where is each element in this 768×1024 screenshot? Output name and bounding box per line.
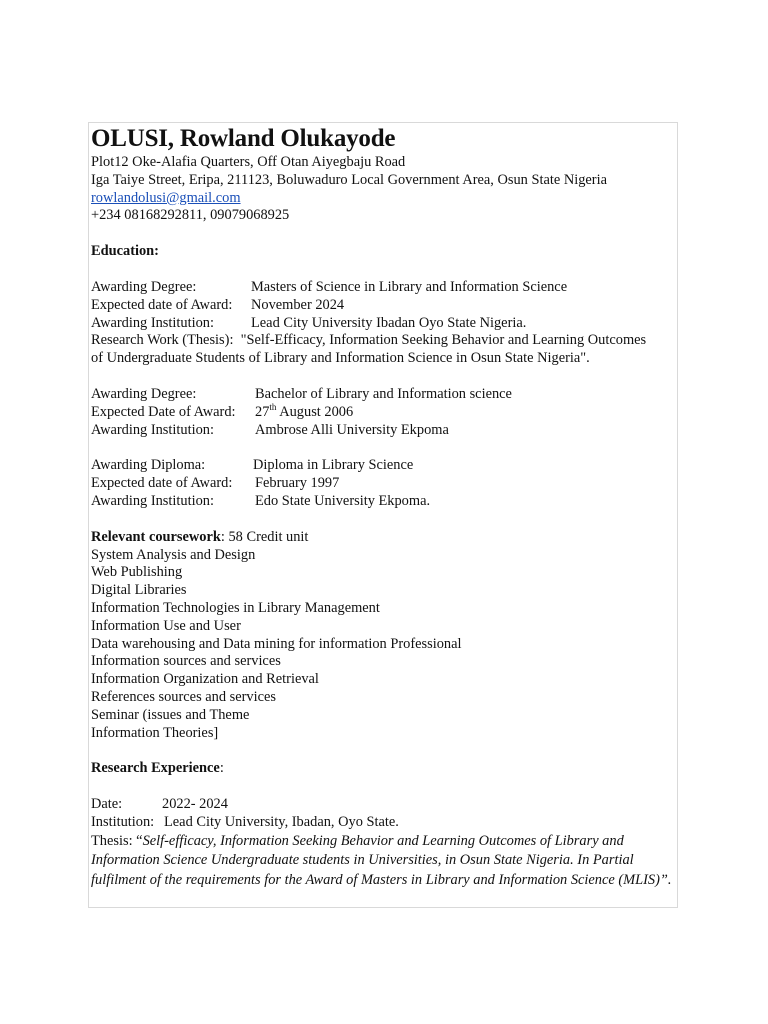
course-item: Data warehousing and Data mining for information Professional [91,635,462,652]
edu2-degree-label: Awarding Degree: [91,385,197,402]
research-heading: Research Experience [91,760,220,777]
edu1-date-row [91,297,677,315]
course-item: Digital Libraries [91,582,187,599]
spacer [91,439,677,457]
coursework-credits: : 58 Credit unit [220,528,309,545]
edu3-date-row [91,475,677,493]
edu1-research-label: Research Work (Thesis): [91,332,234,349]
edu2-institution-value: Ambrose Alli University Ekpoma [255,421,449,438]
education-heading: Education: [91,243,159,260]
research-institution-value: Lead City University, Ibadan, Oyo State. [164,813,399,830]
edu1-research-row-2: of Undergraduate Students of Library and Information Science in Osun State Nigeria". [91,350,590,367]
research-thesis-label: Thesis: “ [91,832,143,849]
spacer [91,225,677,243]
edu1-institution-value: Lead City University Ibadan Oyo State Nigeria. [251,314,527,331]
edu1-date-label: Expected date of Award: [91,296,233,313]
edu2-degree-row [91,386,677,404]
edu1-degree-row [91,279,677,297]
course-item: Information Theories] [91,724,219,741]
edu1-date-value: November 2024 [251,296,345,313]
edu3-degree-value: Diploma in Library Science [253,457,414,474]
research-heading-row [91,760,677,778]
resume-content [91,123,677,890]
edu2-date-ordinal: th [269,401,277,412]
candidate-name: OLUSI, Rowland Olukayode [91,125,396,152]
phone-numbers: +234 08168292811, 09079068925 [91,207,290,224]
course-item: Information Organization and Retrieval [91,671,319,688]
course-item: Web Publishing [91,564,183,581]
course-item: Information Use and User [91,617,241,634]
edu2-date-label: Expected Date of Award: [91,403,236,420]
email-row [91,190,677,208]
edu1-degree-value: Masters of Science in Library and Information Science [251,278,568,295]
edu1-degree-label: Awarding Degree: [91,278,197,295]
edu3-date-value: February 1997 [255,475,340,492]
resume-page [88,122,678,908]
edu3-institution-row [91,493,677,511]
spacer [91,511,677,529]
research-thesis-row [91,832,675,891]
edu1-research-value-line1: "Self-Efficacy, Information Seeking Behavior and Learning Outcomes [240,332,647,349]
course-item: References sources and services [91,688,276,705]
course-item: Information sources and services [91,653,281,670]
spacer [91,261,677,279]
research-institution-row [91,814,677,832]
course-item: Seminar (issues and Theme [91,706,250,723]
course-item: Information Technologies in Library Management [91,599,380,616]
edu1-research-row [91,332,677,350]
research-date-label: Date: [91,796,123,813]
course-item: System Analysis and Design [91,546,256,563]
edu1-institution-label: Awarding Institution: [91,314,214,331]
address-line-1: Plot12 Oke-Alafia Quarters, Off Otan Aiyegbaju Road [91,154,406,170]
edu2-date-row [91,401,677,422]
edu2-date-day: 27 [255,403,270,420]
coursework-heading: Relevant coursework [91,528,221,545]
edu2-institution-label: Awarding Institution: [91,421,214,438]
research-date-row [91,796,677,814]
spacer [91,778,677,796]
spacer [91,742,677,760]
edu2-degree-value: Bachelor of Library and Information science [255,385,512,402]
research-institution-label: Institution: [91,813,155,830]
coursework-heading-row [91,529,677,547]
spacer [91,368,677,386]
address-line-2: Iga Taiye Street, Eripa, 211123, Boluwaduro Local Government Area, Osun State Nigeria [91,171,607,188]
edu3-degree-row [91,457,677,475]
edu3-institution-label: Awarding Institution: [91,492,214,509]
research-thesis-text: Self-efficacy, Information Seeking Behavior and Learning Outcomes of Library and Information Science Undergraduate students in Universities, in Osun State Nigeria. In Partial fulfilment of the requirements for the Award of Masters in Library and Information Science (MLIS)”. [91,832,672,888]
edu3-institution-value: Edo State University Ekpoma. [255,492,431,509]
edu1-institution-row [91,315,677,333]
edu2-date-rest: August 2006 [276,403,354,420]
edu3-degree-label: Awarding Diploma: [91,457,206,474]
research-heading-colon: : [219,760,224,777]
research-date-value: 2022- 2024 [162,796,228,813]
edu3-date-label: Expected date of Award: [91,475,233,492]
edu2-institution-row [91,422,677,440]
email-link[interactable]: rowlandolusi@gmail.com [91,189,241,206]
